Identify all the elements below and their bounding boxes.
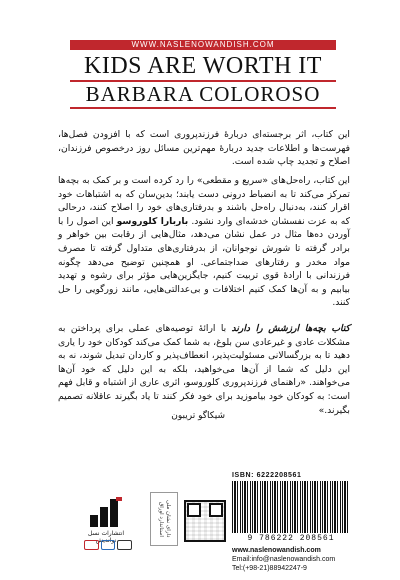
publisher-name: انتشارات نسل نواندیش (87, 530, 124, 544)
contact-email[interactable]: Email:info@naslenowandish.com (232, 556, 336, 563)
author-name-persian: باربارا کلوروسو (116, 215, 189, 227)
standard-stamp (150, 492, 178, 546)
description-paragraph (58, 174, 350, 310)
badge-icon (84, 540, 99, 550)
contact-website[interactable]: www.naslenowandish.com (232, 547, 321, 554)
qr-code-icon (184, 500, 226, 542)
review-paragraph (58, 322, 350, 417)
description-part-1: این کتاب، راه‌حل‌های «سریع و مقطعی» را رد کرده است و بر کمک به بچه‌ها تمرکز می‌کند تا به انضباط درونی دست یابند؛ بدین‌سان که به اشتباهات خود اقرار کنند، به‌دنبال راه‌حل باشند و بدرفتاری‌های خود را اصلاح کنند، درحالی که به عزت نفسشان خدشه‌ای وارد نشود. (58, 175, 350, 227)
title-divider-bottom (70, 107, 336, 109)
certification-badges (84, 540, 132, 550)
review-text: با ارائهٔ توصیه‌های عملی برای پرداختن به مشکلات عادی و غیرعادی سن بلوغ، به شما کمک می‌کند کودکان خود را یاری دهید تا به بزرگسالانی مسئولیت‌پذیر، انعطاف‌پذیر و کاردان تبدیل شوند، نه به این دلیل که شما از آن‌ها می‌خواهید، بلکه به این دلیل که خود آن‌ها می‌خواهند. «راهنمای فرزندپروری کلوروسو، اثری عاری از اشتباه و قابل فهم است: به کودکان خود بیاموزید برای خود فکر کنند تا یاد بگیرند عاقلانه تصمیم بگیرند.» (58, 323, 350, 416)
contact-phone: Tel:(+98-21)88942247-9 (232, 565, 307, 572)
isbn-label: ISBN: 6222208561 (232, 472, 302, 479)
book-title-persian: کتاب بچه‌ها ارزشش را دارند (231, 323, 351, 334)
publisher-logo-icon (86, 495, 126, 529)
intro-paragraph: این کتاب، اثر برجسته‌ای دربارهٔ فرزندپروری است که با افزودن فصل‌ها، فهرست‌ها و اطلاعات جدید دربارهٔ مهم‌ترین مسائل روز درخصوص فرزندان، اصلاح و تجدید چاپ شده است. (58, 129, 350, 168)
barcode-icon (232, 481, 350, 533)
author-name-english: BARBARA COLOROSO (85, 82, 321, 106)
stamp-text: دارای نشان ملی استاندارد اوراق (158, 500, 171, 538)
description-part-2: این اصول را با آوردن ده‌ها مثال در عمل نشان می‌دهد، مثال‌هایی از رقابت بین خواهر و برادر گرفته تا شورش نوجوانان، از بدرفتاری‌های متداول گرفته تا مصرف مواد مخدر و رفتارهای ضداجتماعی. او همچنین توضیح می‌دهد چگونه فرزندانی با ارادهٔ قوی تربیت کنیم، جایگزین‌هایی مؤثر برای رشوه و تهدید بیابیم و به آن‌ها کمک کنیم اختلافات و بی‌عدالتی‌هایی، مانند زورگویی را حل کنند. (58, 215, 350, 309)
review-source: شیکاگو تریبون (171, 411, 225, 421)
badge-icon (117, 540, 132, 550)
barcode-block (232, 472, 350, 544)
book-title-english: KIDS ARE WORTH IT (84, 53, 322, 79)
badge-icon (101, 540, 116, 550)
website-banner: WWW.NASLENOWANDISH.COM (70, 40, 336, 50)
isbn-number: 9 786222 208561 (247, 534, 335, 543)
contact-info (232, 546, 350, 573)
